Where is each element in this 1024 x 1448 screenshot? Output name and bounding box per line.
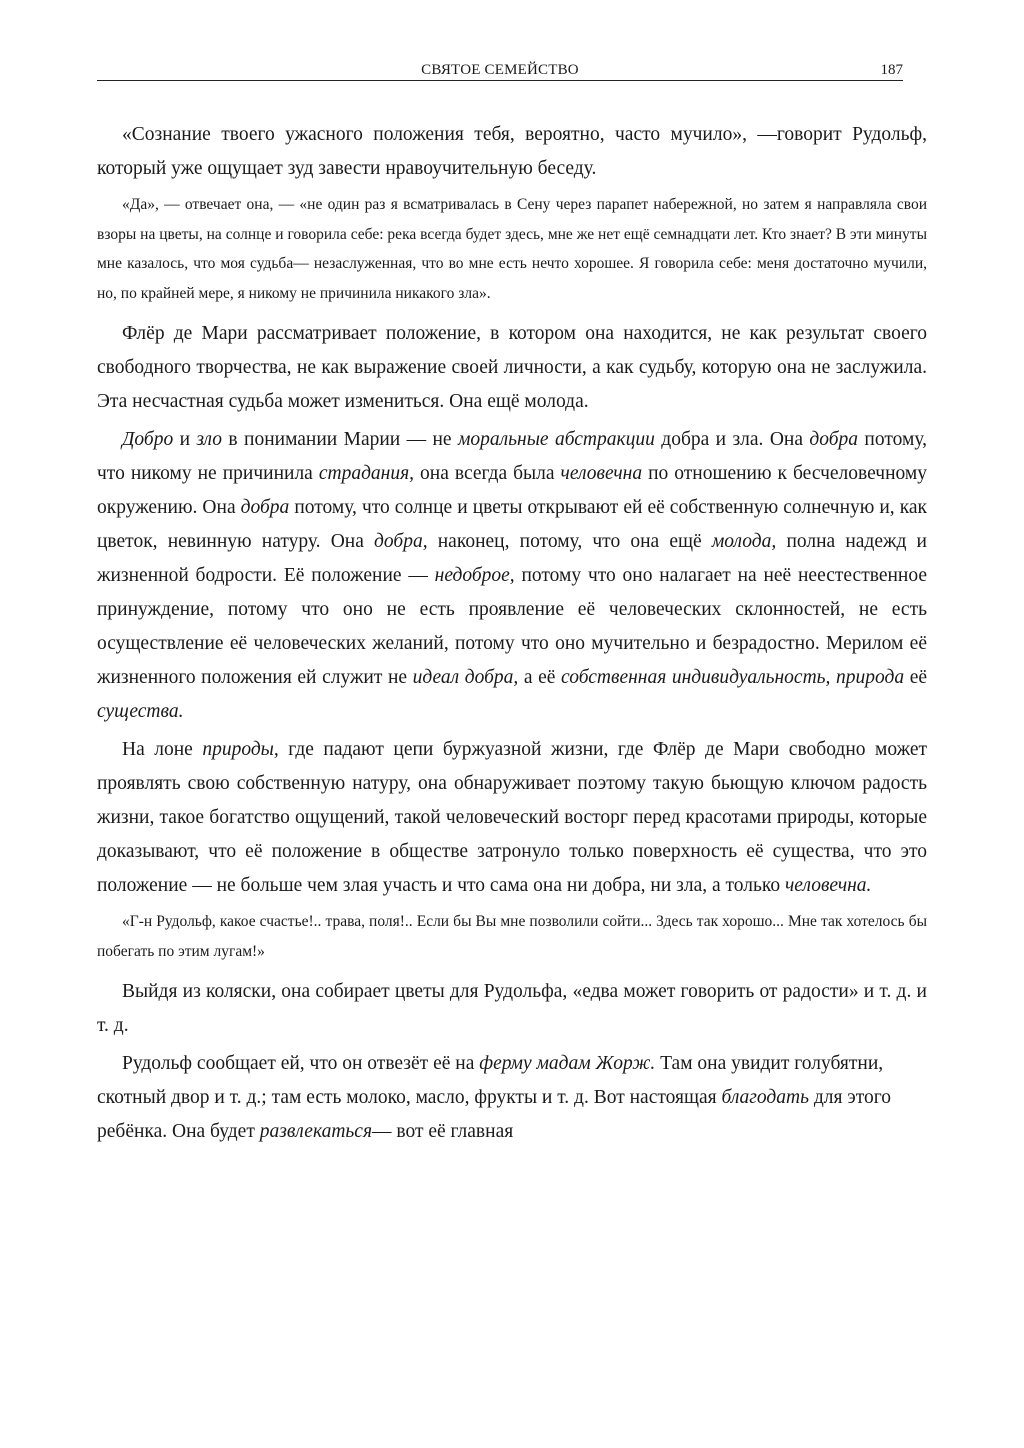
paragraph — [97, 423, 927, 729]
text-run: Рудольф сообщает ей, что он отвезёт её на — [122, 1053, 480, 1074]
text-run: и — [173, 429, 197, 450]
page-body — [97, 118, 927, 1153]
italic-text-run: идеал добра, — [412, 667, 519, 688]
text-run: Там она увидит голубятни, скотный двор и т. д.; там есть молоко, масло, фрукты и т. д. Вот настоящая — [97, 1053, 884, 1108]
italic-text-run: существа. — [97, 701, 184, 722]
text-run: потому что оно налагает на неё неестественное принуждение, потому что оно не есть проявление её человеческих склонностей, не есть осуществление её человеческих желаний, потому что оно мучительно и безрадостно. Мерилом её жизненного положения ей служит не — [97, 565, 927, 688]
italic-text-run: добра — [240, 497, 290, 518]
text-run: потому, что никому не причинила — [97, 429, 928, 484]
page-number: 187 — [880, 62, 903, 78]
text-run: — вот её главная — [372, 1121, 514, 1142]
text-run: наконец, потому, что она ещё — [427, 531, 712, 552]
text-run: На лоне — [122, 739, 203, 760]
italic-text-run: развлекаться — [259, 1121, 373, 1142]
italic-text-run: добра — [809, 429, 859, 450]
text-run: Флёр де Мари рассматривает положение, в котором она находится, не как результат своего свободного творчества, не как выражение своей личности, а как судьбу, которую она не заслужила. Эта несчастная судьба может измениться. Она ещё молода. — [97, 323, 927, 412]
text-run: «Сознание твоего ужасного положения тебя, вероятно, часто мучило», —говорит Рудольф, который уже ощущает зуд завести нравоучительную беседу. — [97, 124, 927, 179]
paragraph — [97, 1047, 927, 1149]
italic-text-run: добра, — [374, 531, 428, 552]
running-header — [97, 62, 903, 81]
block-quote — [97, 907, 927, 966]
italic-text-run: молода, — [711, 531, 777, 552]
italic-text-run: благодать — [721, 1087, 809, 1108]
italic-text-run: ферму мадам Жорж. — [479, 1053, 656, 1074]
italic-text-run: зло — [196, 429, 223, 450]
italic-text-run: моральные абстракции — [457, 429, 655, 450]
text-run: по отношению к бесчеловечному окружению. Она — [97, 463, 927, 518]
text-run: «Да», — отвечает она, — «не один раз я всматривалась в Сену через парапет набережной, но затем я направляла свои взоры на цветы, на солнце и говорила себе: река всегда будет здесь, мне же нет ещё семнадцати лет. Кто знает? В эти минуты мне казалось, что моя судьба— незаслуженная, что во мне есть нечто хорошее. Я говорила себе: меня достаточно мучили, но, по крайней мере, я никому не причинила никакого зла». — [97, 196, 927, 302]
text-run: полна надежд и жизненной бодрости. Её положение — — [97, 531, 927, 586]
text-run: её — [904, 667, 928, 688]
text-run: добра и зла. Она — [654, 429, 810, 450]
text-run: а её — [518, 667, 562, 688]
italic-text-run: природы, — [202, 739, 279, 760]
paragraph — [97, 317, 927, 419]
paragraph — [97, 118, 927, 186]
text-run: «Г-н Рудольф, какое счастье!.. трава, поля!.. Если бы Вы мне позволили сойти... Здесь так хорошо... Мне так хотелось бы побегать по этим лугам!» — [97, 913, 927, 960]
paragraph — [97, 975, 927, 1043]
text-run: потому, что солнце и цветы открывают ей её собственную солнечную и, как цветок, невинную натуру. Она — [97, 497, 927, 552]
italic-text-run: Добро — [122, 429, 174, 450]
italic-text-run: человечна. — [785, 875, 872, 896]
text-run: для этого ребёнка. Она будет — [97, 1087, 892, 1142]
text-run: Выйдя из коляски, она собирает цветы для Рудольфа, «едва может говорить от радости» и т. д. и т. д. — [97, 981, 927, 1036]
paragraph — [97, 733, 927, 903]
italic-text-run: собственная индивидуальность, природа — [561, 667, 905, 688]
running-title: СВЯТОЕ СЕМЕЙСТВО — [421, 62, 579, 78]
italic-text-run: страдания, — [318, 463, 415, 484]
block-quote — [97, 190, 927, 308]
text-run: она всегда была — [414, 463, 561, 484]
italic-text-run: недоброе, — [434, 565, 515, 586]
italic-text-run: человечна — [560, 463, 643, 484]
text-run: в понимании Марии — не — [222, 429, 458, 450]
text-run: где падают цепи буржуазной жизни, где Флёр де Мари свободно может проявлять свою собственную натуру, она обнаруживает поэтому такую бьющую ключом радость жизни, такое богатство ощущений, такой человеческий восторг перед красотами природы, которые доказывают, что её положение в обществе затронуло только поверхность её существа, что это положение — не больше чем злая участь и что сама она ни добра, ни зла, а только — [97, 739, 928, 896]
